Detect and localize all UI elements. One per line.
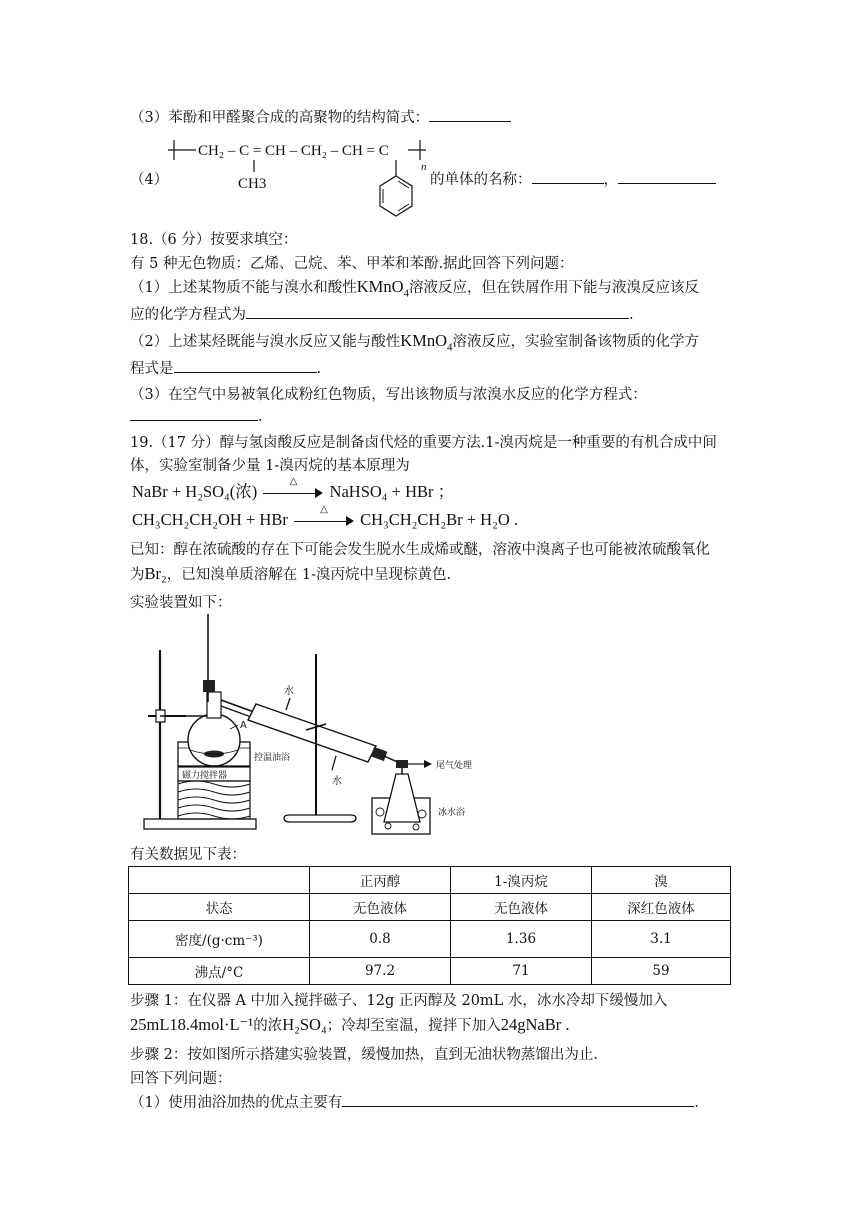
- polymer-structure: [168, 132, 428, 228]
- header-cell: 正丙醇: [310, 867, 451, 894]
- separator: ，: [603, 172, 618, 188]
- table-row: [129, 921, 731, 958]
- q19-title-line2: 体，实验室制备少量 1-溴丙烷的基本原理为: [130, 458, 410, 474]
- q18-intro: 有 5 种无色物质：乙烯、己烷、苯、甲苯和苯酚.据此回答下列问题：: [130, 256, 574, 272]
- reaction-arrow-icon: [263, 476, 323, 498]
- q19-part1: [130, 1091, 699, 1112]
- q17-part4: [430, 168, 716, 189]
- q19-table-title: 有关数据见下表：: [130, 847, 246, 863]
- table-cell: 71: [451, 958, 592, 985]
- label-tail-gas: 尾气处理: [436, 761, 473, 771]
- answer-blank[interactable]: [532, 169, 604, 184]
- answer-blank[interactable]: [174, 358, 317, 373]
- q18-part3-line1: （3）在空气中易被氧化成粉红色物质，写出该物质与浓溴水反应的化学方程式：: [130, 387, 647, 403]
- table-cell: 97.2: [310, 958, 451, 985]
- label-water-bottom: 水: [332, 776, 342, 787]
- table-cell: 0.8: [310, 921, 451, 958]
- stand-base-left: [144, 819, 256, 829]
- table-cell: 无色液体: [451, 894, 592, 921]
- table-cell: 59: [592, 958, 731, 985]
- q19-step1-line2: [130, 1014, 569, 1035]
- header-cell: 1-溴丙烷: [451, 867, 592, 894]
- text: 溶液反应，实验室制备该物质的化学方: [452, 334, 699, 350]
- answer-blank[interactable]: [618, 169, 716, 184]
- q17-part3-text: （3）苯酚和甲醛聚合成的高聚物的结构简式：: [130, 110, 430, 126]
- reaction-arrow-icon: [294, 504, 354, 526]
- label-oil-bath: 控温油浴: [254, 753, 291, 763]
- q18-part2-line2: [130, 357, 321, 378]
- answer-blank[interactable]: [429, 107, 511, 122]
- q19-step2: 步骤 2：按如图所示搭建实验装置，缓慢加热，直到无油状物蒸馏出为止.: [130, 1047, 598, 1063]
- eq2-reactants: CH₃CH₂CH₂OH + HBr: [132, 510, 288, 529]
- equation-2: [132, 504, 518, 530]
- text: （2）上述某烃既能与溴水反应又能与酸性: [130, 334, 401, 350]
- apparatus-diagram: [126, 614, 506, 836]
- acid-concentration: 25mL18.4mol·L⁻¹: [130, 1015, 254, 1034]
- header-cell: 溴: [592, 867, 731, 894]
- table-cell: 状态: [129, 894, 310, 921]
- period: .: [316, 361, 322, 377]
- table-cell: 3.1: [592, 921, 731, 958]
- eq1-products: NaHSO₄ + HBr ；: [329, 482, 455, 501]
- q18-part1-line1: [130, 276, 699, 299]
- text: （1）上述某物质不能与溴水和酸性: [130, 280, 357, 296]
- q19-answer-prompt: 回答下列问题：: [130, 1071, 232, 1087]
- kmno4-text: KMnO: [400, 331, 447, 350]
- label-water-top: 水: [284, 686, 294, 697]
- nabr-amount: 24gNaBr .: [500, 1015, 570, 1034]
- text: 程式是: [130, 361, 174, 377]
- q19-known-line2: [130, 563, 451, 584]
- table-row: [129, 894, 731, 921]
- q19-known-line1: 已知：醇在浓硫酸的存在下可能会发生脱水生成烯或醚，溶液中溴离子也可能被浓硫酸氧化: [130, 542, 710, 558]
- table-cell: 密度/(g·cm⁻³): [129, 921, 310, 958]
- text: ；冷却至室温，搅拌下加入: [326, 1018, 501, 1034]
- h2so4-formula: H₂SO₄: [282, 1015, 327, 1034]
- text: 应的化学方程式为: [130, 307, 246, 323]
- polymer-substituent: CH3: [238, 176, 267, 192]
- answer-blank[interactable]: [130, 406, 258, 421]
- table-cell: 1.36: [451, 921, 592, 958]
- heat-condition: △: [320, 504, 328, 516]
- answer-blank[interactable]: [342, 1092, 694, 1107]
- flask-a: [188, 714, 240, 766]
- period: .: [258, 409, 263, 425]
- label-stirrer: 磁力搅拌器: [182, 771, 228, 781]
- kmno4-formula: KMnO$_4$: [400, 331, 453, 354]
- label-a: A: [240, 720, 247, 731]
- label-ice-bath: 冰水浴: [438, 808, 466, 818]
- q19-title-line1: 19.（17 分）醇与氢卤酸反应是制备卤代烃的重要方法.1-溴丙烷是一种重要的有机合成中间: [130, 435, 717, 451]
- table-row: [129, 958, 731, 985]
- q17-part3: [130, 106, 511, 127]
- kmno4-text: KMnO: [356, 277, 404, 296]
- answer-blank[interactable]: [246, 304, 629, 319]
- q19-step1-line1: 步骤 1：在仪器 A 中加入搅拌磁子、12g 正丙醇及 20mL 水，冰水冷却下缓慢加入: [130, 993, 668, 1009]
- q18-title: 18.（6 分）按要求填空：: [130, 232, 298, 248]
- text: ，已知溴单质溶解在 1-溴丙烷中呈现棕黄色.: [166, 567, 452, 583]
- polymer-n: n: [421, 161, 427, 173]
- text: 的浓: [253, 1018, 283, 1034]
- receiver-flask: [384, 774, 420, 822]
- period: .: [629, 307, 634, 323]
- heat-condition: △: [289, 476, 298, 488]
- table-cell: 深红色液体: [592, 894, 731, 921]
- table-cell: 无色液体: [310, 894, 451, 921]
- data-table: [128, 866, 731, 985]
- eq2-products: CH₃CH₂CH₂Br + H₂O .: [360, 510, 518, 529]
- table-cell: 沸点/°C: [129, 958, 310, 985]
- q18-part1-line2: [130, 303, 634, 324]
- br2-formula: Br₂: [144, 564, 167, 583]
- kmno4-formula: KMnO$_4$: [356, 277, 409, 300]
- q17-part4-text: 的单体的名称：: [430, 172, 532, 188]
- eq1-reactants: NaBr + H₂SO₄(浓): [132, 482, 258, 501]
- text: 溶液反应，但在铁屑作用下能与液溴反应该反: [409, 280, 699, 296]
- benzene-ring-icon: [380, 176, 412, 216]
- text: 为: [130, 567, 145, 583]
- q17-part4-label: （4）: [130, 172, 169, 188]
- q18-part2-line1: [130, 330, 699, 353]
- table-header-row: [129, 867, 731, 894]
- period: .: [694, 1095, 699, 1111]
- header-cell: [129, 867, 310, 894]
- text: （1）使用油浴加热的优点主要有: [130, 1095, 343, 1111]
- q18-part3-line2: [130, 406, 263, 425]
- equation-1: [132, 478, 454, 502]
- svg-text:CH₂ – C = CH – CH₂ – CH = C: CH₂ – C = CH – CH₂ – CH = C: [198, 143, 389, 159]
- q19-apparatus-title: 实验装置如下：: [130, 595, 232, 611]
